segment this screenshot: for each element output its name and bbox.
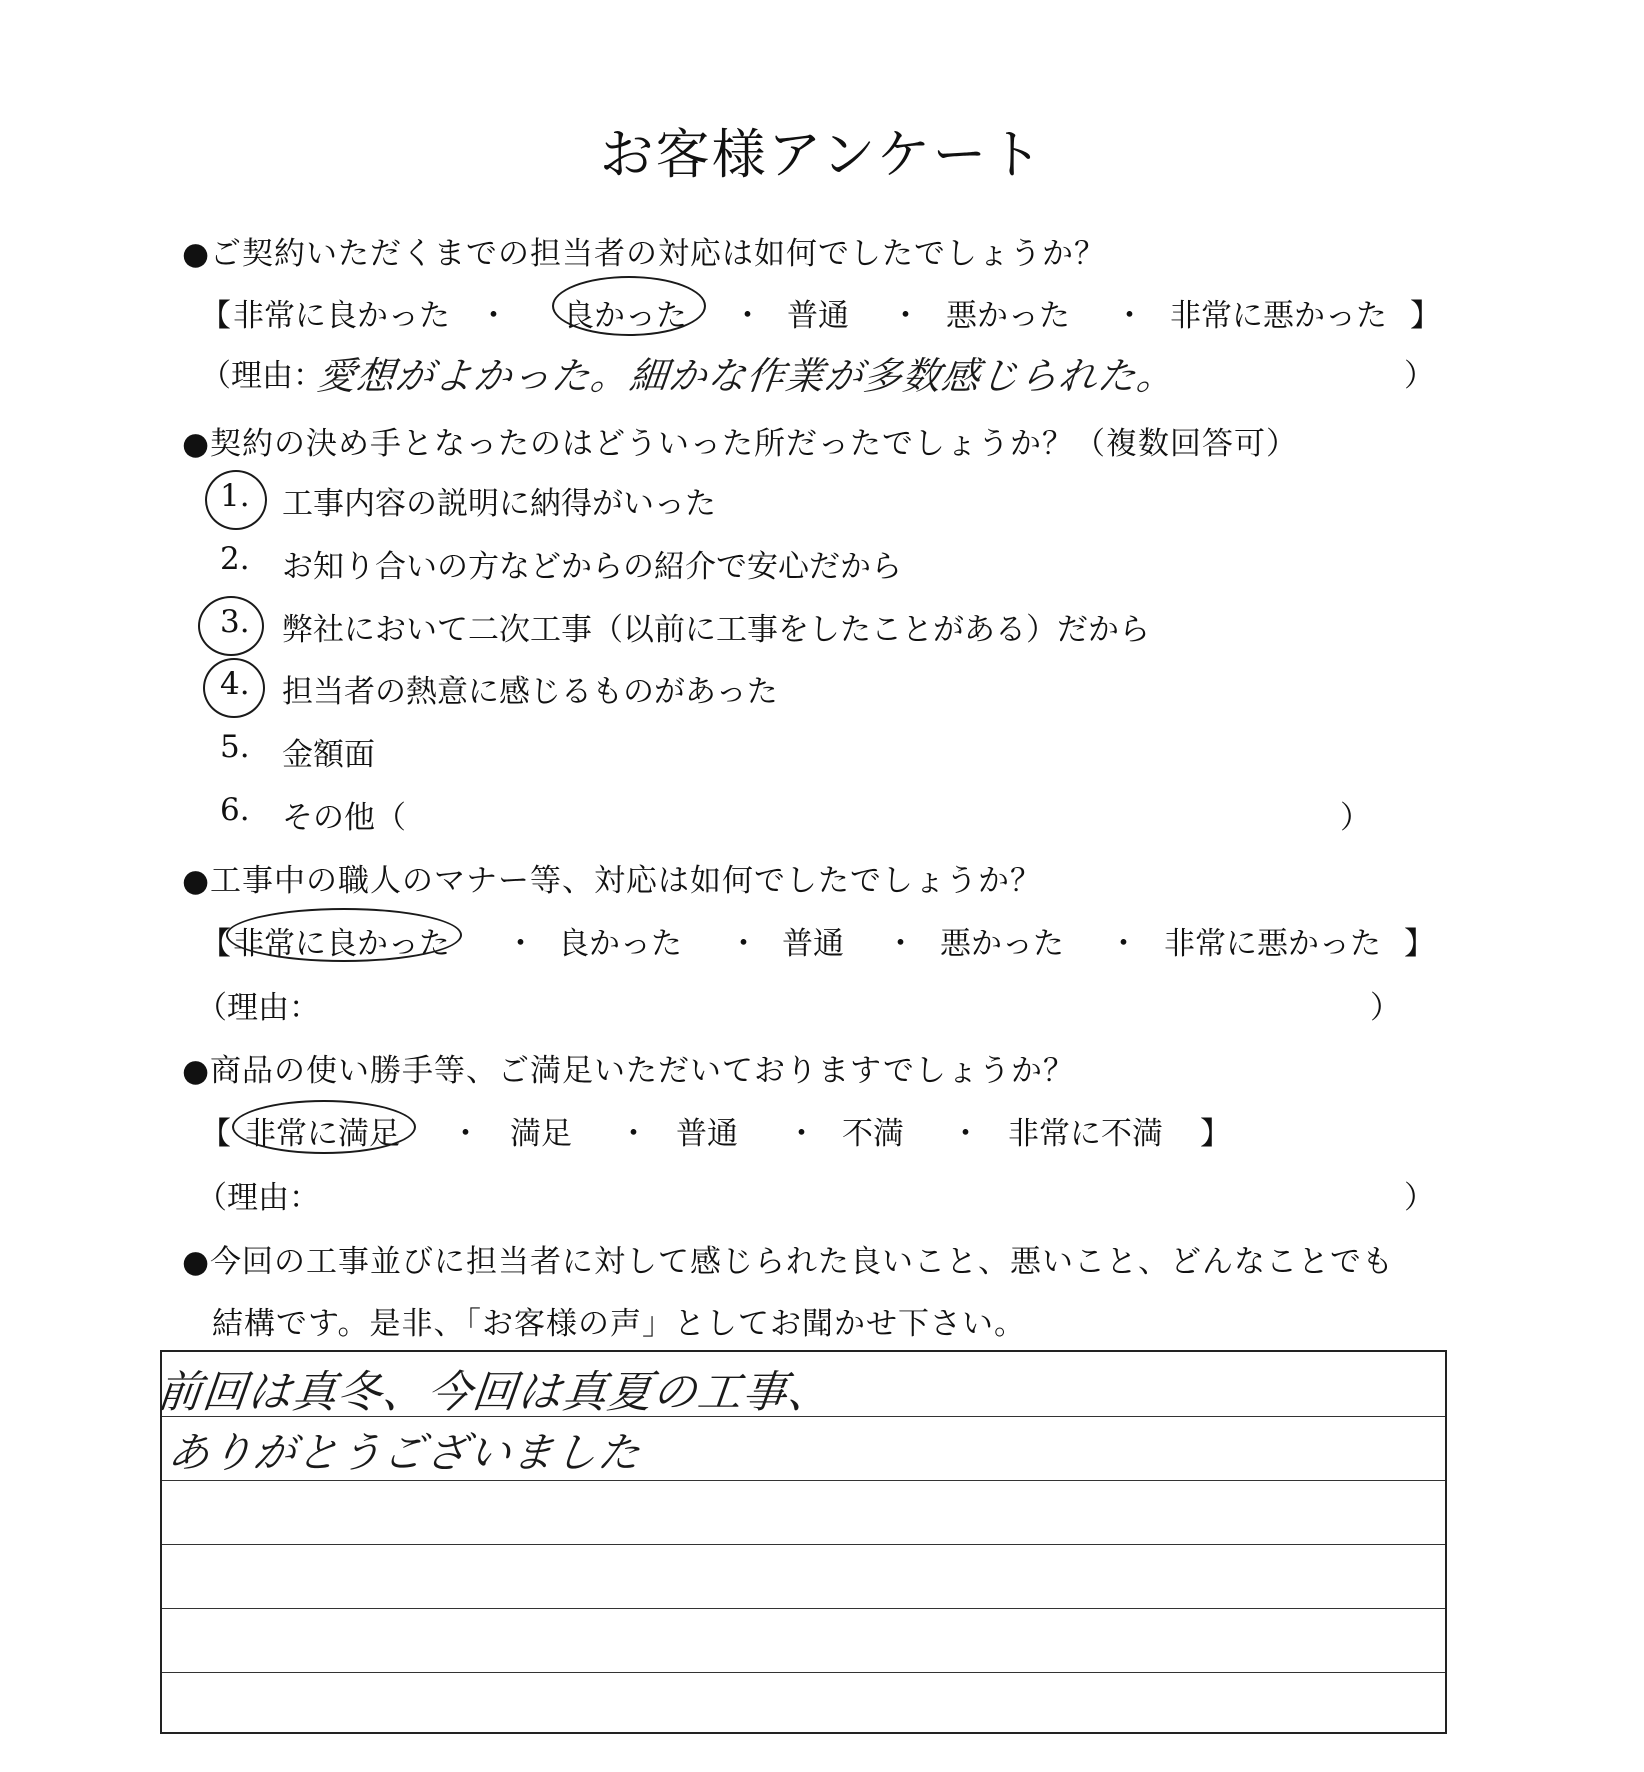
list-item-text[interactable]: その他（ (282, 800, 406, 836)
q1-option-normal[interactable]: 普通 (787, 298, 849, 334)
list-item-number: 4. (220, 666, 250, 702)
separator-dot: ・ (890, 298, 921, 334)
question-1: ●ご契約いただくまでの担当者の対応は如何でしたでしょうか？ (182, 236, 1107, 272)
q3-reason-close: ） (1370, 990, 1401, 1026)
question-2: ●契約の決め手となったのはどういった所だったでしょうか？（複数回答可） (182, 426, 1299, 462)
q3-option-good[interactable]: 良かった (558, 926, 682, 962)
q4-reason-close: ） (1404, 1180, 1435, 1216)
separator-dot: ・ (450, 1116, 481, 1152)
q3-option-very-bad[interactable]: 非常に悪かった (1164, 926, 1381, 962)
bracket-close: 】 (1410, 298, 1441, 334)
q1-option-very-bad[interactable]: 非常に悪かった (1170, 298, 1387, 334)
list-item-number: 3. (220, 604, 250, 640)
q4-option-very-unsatisfied[interactable]: 非常に不満 (1008, 1116, 1163, 1152)
q4-option-satisfied[interactable]: 満足 (510, 1116, 572, 1152)
question-4: ●商品の使い勝手等、ご満足いただいておりますでしょうか？ (182, 1053, 1075, 1089)
list-item-text[interactable]: 金額面 (282, 737, 375, 773)
separator-dot: ・ (786, 1116, 817, 1152)
list-item-text[interactable]: 担当者の熱意に感じるものがあった (282, 674, 778, 710)
bracket-close: 】 (1200, 1116, 1231, 1152)
other-close: ） (1340, 800, 1371, 836)
ruled-line (162, 1544, 1445, 1545)
separator-dot: ・ (732, 298, 763, 334)
separator-dot: ・ (1108, 926, 1139, 962)
separator-dot: ・ (618, 1116, 649, 1152)
selection-circle (203, 658, 265, 718)
list-item-number: 1. (220, 478, 250, 514)
question-3: ●工事中の職人のマナー等、対応は如何でしたでしょうか？ (182, 863, 1043, 899)
q1-reason-close: ） (1404, 358, 1435, 394)
selection-circle (226, 908, 462, 962)
q1-option-very-good[interactable]: 非常に良かった (233, 298, 450, 334)
ruled-line (162, 1672, 1445, 1673)
list-item-number: 2. (220, 541, 250, 577)
selection-circle (198, 596, 264, 656)
bracket-open: 【 (200, 1116, 231, 1152)
separator-dot: ・ (950, 1116, 981, 1152)
q4-reason-label: （理由： (196, 1180, 320, 1216)
bracket-open: 【 (200, 298, 231, 334)
list-item-number: 5. (220, 729, 250, 765)
q4-option-very-satisfied[interactable]: 非常に満足 (245, 1116, 400, 1152)
list-item-text[interactable]: 弊社において二次工事（以前に工事をしたことがある）だから (282, 612, 1150, 648)
page-title: お客様アンケート (599, 123, 1045, 186)
selection-circle (205, 470, 267, 530)
q4-option-normal[interactable]: 普通 (676, 1116, 738, 1152)
q3-option-bad[interactable]: 悪かった (940, 926, 1064, 962)
q1-option-bad[interactable]: 悪かった (946, 298, 1070, 334)
separator-dot: ・ (728, 926, 759, 962)
q1-reason-label: （理由： (200, 358, 324, 394)
question-5: ●今回の工事並びに担当者に対して感じられた良いこと、悪いこと、どんなことでも (182, 1244, 1395, 1280)
comment-handwritten-line-1: 前回は真冬、今回は真夏の工事、 (154, 1367, 836, 1418)
bracket-open: 【 (200, 926, 231, 962)
ruled-line (162, 1480, 1445, 1481)
q3-option-normal[interactable]: 普通 (782, 926, 844, 962)
separator-dot: ・ (478, 298, 509, 334)
separator-dot: ・ (885, 926, 916, 962)
q3-option-very-good[interactable]: 非常に良かった (233, 926, 450, 962)
list-item-text[interactable]: 工事内容の説明に納得がいった (282, 486, 716, 522)
selection-circle (232, 1100, 416, 1154)
separator-dot: ・ (505, 926, 536, 962)
selection-circle (552, 276, 706, 336)
q4-option-unsatisfied[interactable]: 不満 (842, 1116, 904, 1152)
list-item-text[interactable]: お知り合いの方などからの紹介で安心だから (282, 549, 902, 585)
q1-reason-handwritten[interactable]: 愛想がよかった。細かな作業が多数感じられた。 (315, 354, 1178, 398)
q3-reason-label: （理由： (196, 990, 320, 1026)
question-5-continued: 結構です。是非、「お客様の声」としてお聞かせ下さい。 (212, 1306, 1027, 1342)
q1-option-good[interactable]: 良かった (563, 298, 687, 334)
bracket-close: 】 (1404, 926, 1435, 962)
comment-handwritten-line-2: ありがとうございました (165, 1428, 644, 1477)
ruled-line (162, 1608, 1445, 1609)
list-item-number: 6. (220, 792, 250, 828)
separator-dot: ・ (1114, 298, 1145, 334)
